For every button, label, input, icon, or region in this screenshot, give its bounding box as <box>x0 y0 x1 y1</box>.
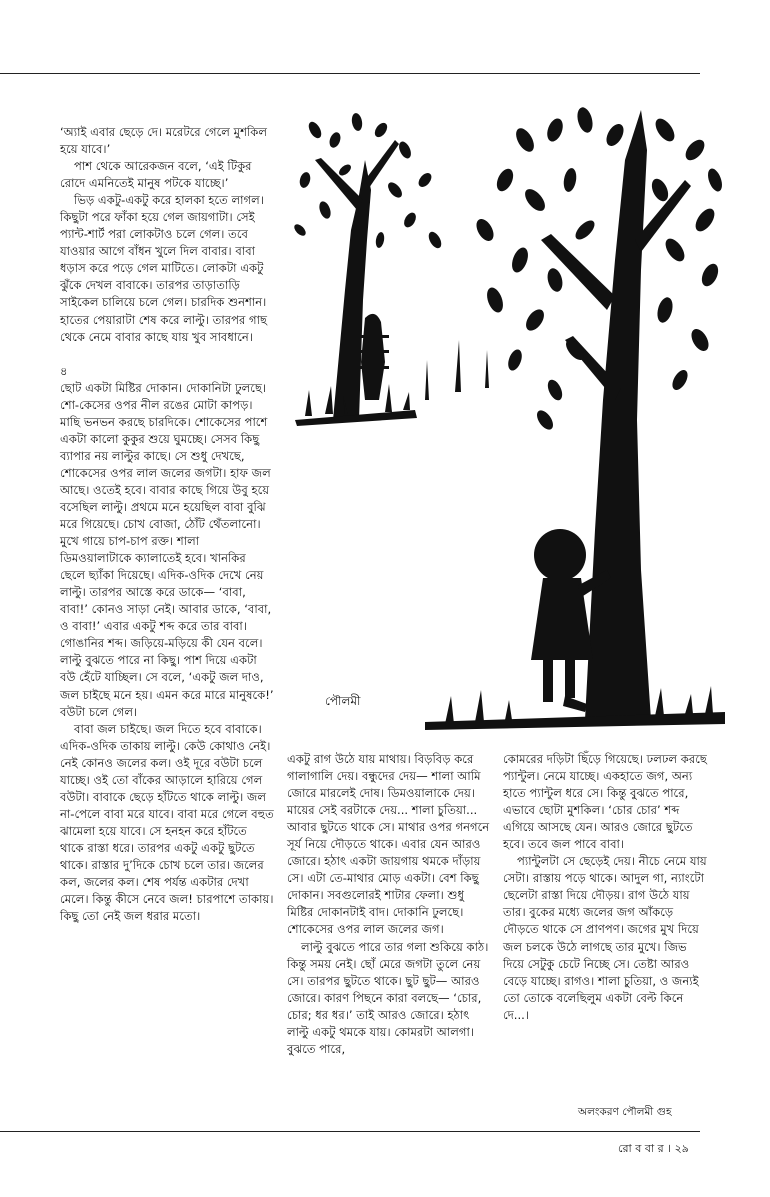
illustration-credit: অলংকরণ পৌলমী গুহ <box>578 1106 672 1118</box>
header-rule <box>0 73 700 74</box>
small-tree-scene <box>292 112 489 426</box>
footer-rule <box>0 1131 700 1132</box>
paragraph: ছোট একটা মিষ্টির দোকান। দোকানিটা ঢুলছে। শো-কেসের ওপর নীল রঙের মোটা কাপড়। মাছি ভনভন করছে চারদিকে। শোকেসের পাশে একটা কালো কুকুর শুয়ে ঘুমচ্ছে। সেসব কিছু ব্যাপার নয় লাল্টুর কাছে। সে শুধু দেখছে, শোকেসের ওপর লাল জলের জগটা। হাফ জল আছে। ওতেই হবে। বাবার কাছে গিয়ে উবু হয়ে বসেছিল লাল্টু। প্রথমে মনে হয়েছিল বাবা বুঝি মরে গিয়েছে। চোখ বোজা, ঠোঁট থেঁতলানো। মুখে গায়ে চাপ-চাপ রক্ত। শালা ডিমওয়ালাটাকে ক্যালাতেই হবে। খানকির ছেলে ছ্যাঁকা দিয়েছে। এদিক-ওদিক দেখে নেয় লাল্টু। তারপর আস্তে করে ডাকে— ‘বাবা, বাবা!’ কোনও সাড়া নেই। আবার ডাকে, ‘বাবা, ও বাবা!’ এবার একটু শব্দ করে তার বাবা। গোঙানির শব্দ। জড়িয়ে-মড়িয়ে কী যেন বলে। লাল্টু বুঝতে পারে না কিছু। পাশ দিয়ে একটা বউ হেঁটে যাচ্ছিল। সে বলে, ‘একটু জল দাও, জল চাইছে মনে হয়। এমন করে মারে মানুষকে!’ বউটা চলে গেল। <box>60 380 274 719</box>
story-column-1 <box>60 124 274 925</box>
section-number: ৪ <box>60 363 68 378</box>
story-column-3 <box>503 751 710 1024</box>
paragraph: ‘অ্যাই এবার ছেড়ে দে। মরেটরে গেলে মুশকিল হয়ে যাবে।’ <box>60 125 268 157</box>
paragraph: প্যান্টুলটা সে ছেড়েই দেয়। নীচে নেমে যায় সেটা। রাস্তায় পড়ে থাকে। আদুল গা, ন্যাংটো ছেলেটা রাস্তা দিয়ে দৌড়য়। রাগ উঠে যায় তার। বুকের মধ্যে জলের জগ আঁকড়ে দৌড়তে থাকে সে প্রাণপণ। জগের মুখ দিয়ে জল চলকে উঠে লাগছে তার মুখে। জিভ দিয়ে সেটুকু চেটে নিচ্ছে সে। তেষ্টা আরও বেড়ে যাচ্ছে। রাগও। শালা চুতিয়া, ও জন্যই তো তোকে বলেছিলুম একটা বেল্ট কিনে দে...। <box>503 854 707 1022</box>
paragraph: পাশ থেকে আরেকজন বলে, ‘এই টিকুর রোদে এমনিতেই মানুষ পটকে যাচ্ছে।’ <box>60 159 252 191</box>
paragraph: লাল্টু বুঝতে পারে তার গলা শুকিয়ে কাঠ। কিন্তু সময় নেই। ছোঁ মেরে জগটা তুলে নেয় সে। তারপর ছুটতে থাকে। ছুট ছুট— আরও জোরে। কারণ পিছনে কারা বলছে— ‘চোর, চোর; ধর ধর।’ তাই আরও জোরে। হঠাৎ লাল্টু একটু থমকে যায়। কোমরটা আলগা। বুঝতে পারে, <box>287 939 489 1056</box>
paragraph: ভিড় একটু-একটু করে হালকা হতে লাগল। কিছুটা পরে ফাঁকা হয়ে গেল জায়গাটা। সেই প্যান্ট-শার্ট পরা লোকটাও চলে গেল। তবে যাওয়ার আগে বাঁধন খুলে দিল বাবার। বাবা ধড়াস করে পড়ে গেল মাটিতে। লোকটা একটু ঝুঁকে দেখল বাবাকে। তারপর তাড়াতাড়ি সাইকেল চালিয়ে চলে গেল। চারদিক শুনশান। হাতের পেয়ারাটা শেষ করে লাল্টু। তারপর গাছ থেকে নেমে বাবার কাছে যায় খুব সাবধানে। <box>60 193 268 344</box>
paragraph: বাবা জল চাইছে। জল দিতে হবে বাবাকে। এদিক-ওদিক তাকায় লাল্টু। কেউ কোথাও নেই। নেই কোনও জলের কল। ওই দূরে বউটা চলে যাচ্ছে। ওই তো বাঁকের আড়ালে হারিয়ে গেল বউটা। বাবাকে ছেড়ে হাঁটতে থাকে লাল্টু। জল না-পেলে বাবা মরে যাবে। বাবা মরে গেলে বহুত ঝামেলা হয়ে যাবে। সে হনহন করে হাঁটতে থাকে রাস্তা ধরে। তারপর একটু একটু ছুটতে থাকে। রাস্তার দু’দিকে চোখ চলে তার। জলের কল, জলের কল। শেষ পর্যন্ত একটার দেখা মেলে। কিন্তু কীসে নেবে জল! চারপাশে তাকায়। কিছু তো নেই জল ধরার মতো। <box>60 721 274 924</box>
illustration-signature: পৌলমী <box>325 694 361 708</box>
paragraph: একটু রাগ উঠে যায় মাথায়। বিড়বিড় করে গালাগালি দেয়। বন্ধুদের দেয়— শালা আমি জোরে মারলেই দোষ। ডিমওয়ালাকে দেয়। মায়ের সেই বরটাকে দেয়... শালা চুতিয়া... আবার ছুটতে থাকে সে। মাথার ওপর গনগনে সূর্য নিয়ে দৌড়তে থাকে। এবার যেন আরও জোরে। হঠাৎ একটা জায়গায় থমকে দাঁড়ায় সে। এটা তে-মাথার মোড় একটা। বেশ কিছু দোকান। সবগুলোরই শাটার ফেলা। শুধু মিষ্টির দোকানটাই বাদ। দোকানি ঢুলছে। শোকেসের ওপর লাল জলের জগ। <box>287 752 490 937</box>
illustration <box>285 100 725 735</box>
paragraph: কোমরের দড়িটা ছিঁড়ে গিয়েছে। ঢলঢল করছে প্যান্টুল। নেমে যাচ্ছে। একহাতে জগ, অন্য হাতে প্যান্টুল ধরে সে। কিন্তু বুঝতে পারে, এভাবে ছোটা মুশকিল। ‘চোর চোর’ শব্দ এগিয়ে আসছে যেন। আরও জোরে ছুটতে হবে। তবে জল পাবে বাবা। <box>503 752 707 852</box>
story-column-2 <box>287 751 491 1058</box>
large-tree-scene <box>425 106 725 730</box>
page-folio: রো ব বা র । ২৯ <box>618 1142 689 1155</box>
